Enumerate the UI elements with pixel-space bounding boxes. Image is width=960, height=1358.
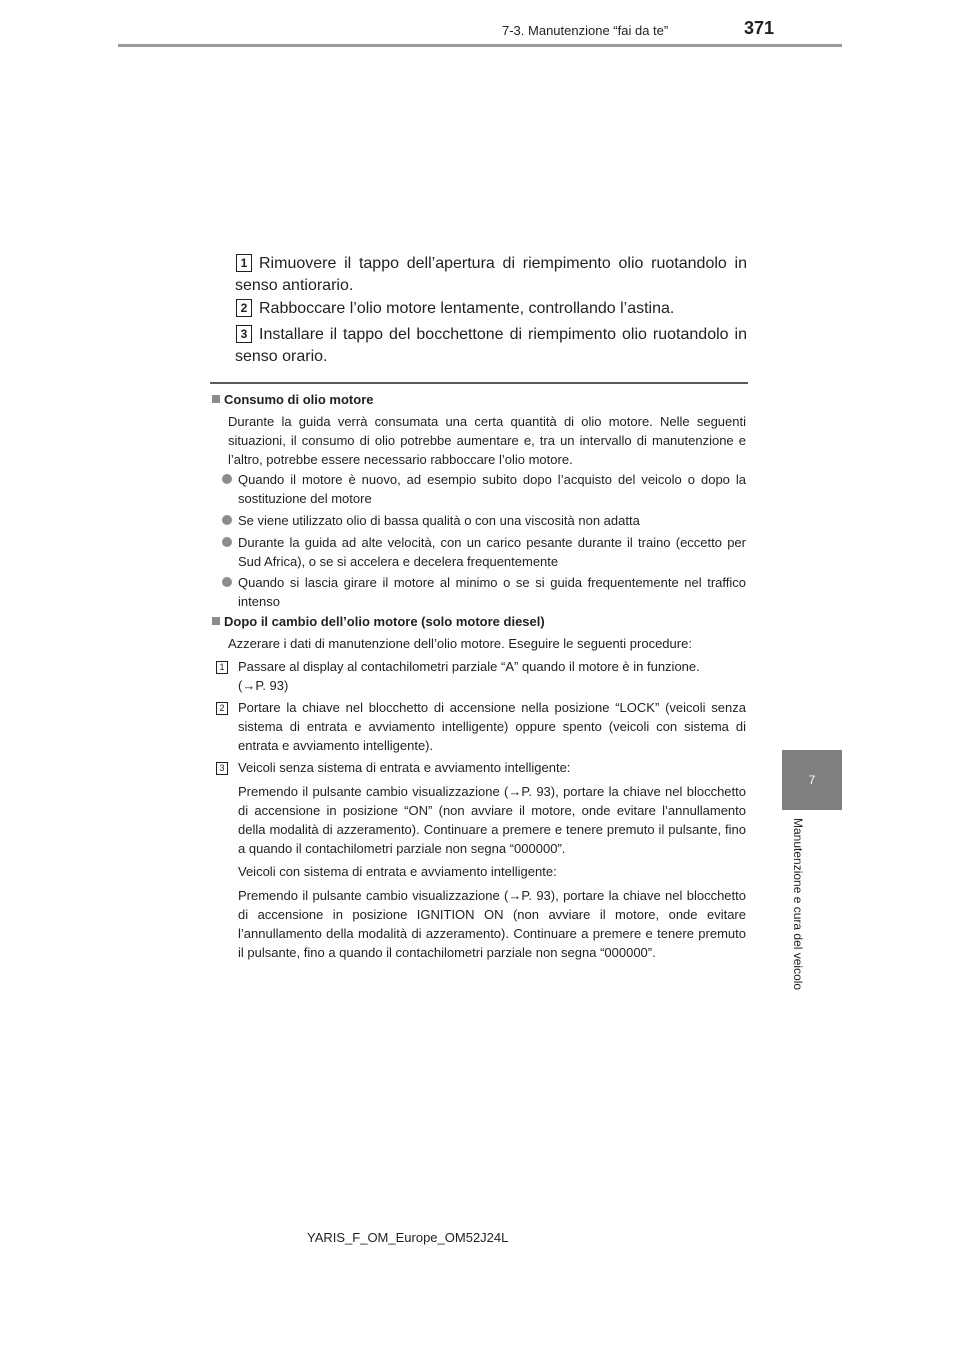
oil-change-step-3a-text: Premendo il pulsante cambio visualizzazione (→P. 93), portare la chiave nel blocchetto di accensione in posizione “ON” (non avviare il motore, onde evitare l’annullamento della modalità di azzeramento). Continuare a premere e tenere premuto il pulsante, fino a quando il contachilometri parziale non segna “000000”. [238, 784, 746, 856]
main-step-2: Rabboccare l’olio motore lentamente, controllando l’astina. [259, 300, 675, 317]
circle-bullet-icon [222, 474, 232, 484]
oil-change-step-2: Portare la chiave nel blocchetto di accensione nella posizione “LOCK” (veicoli senza sistema di entrata e avviamento intelligente) oppure spento (veicoli con sistema di entrata e avviamento intelligente). [238, 700, 746, 753]
square-bullet-icon [212, 617, 220, 625]
chapter-tab: 7 [782, 750, 842, 810]
main-step-3: Installare il tappo del bocchettone di riempimento olio ruotandolo in senso orario. [235, 326, 747, 365]
step-number-badge: 2 [236, 299, 252, 317]
page-reference: (→P. 93) [238, 678, 289, 693]
chapter-title: Manutenzione e cura del veicolo [791, 818, 805, 991]
circle-bullet-icon [222, 515, 232, 525]
consumption-heading [212, 392, 374, 407]
step-number-badge: 1 [216, 661, 228, 674]
oil-change-heading-text: Dopo il cambio dell’olio motore (solo motore diesel) [224, 614, 545, 629]
header-rule [118, 44, 842, 47]
oil-change-heading [212, 614, 545, 629]
oil-change-step-1: Passare al display al contachilometri parziale “A” quando il motore è in funzione. (→P. 93) [238, 657, 746, 695]
header-section-title: 7-3. Manutenzione “fai da te” [502, 23, 669, 38]
list-item: Quando si lascia girare il motore al minimo o se si guida frequentemente nel traffico intenso [222, 573, 746, 611]
list-item: Se viene utilizzato olio di bassa qualità o con una viscosità non adatta [222, 511, 746, 530]
oil-change-step-3b-title: Veicoli con sistema di entrata e avviamento intelligente: [238, 864, 557, 879]
circle-bullet-icon [222, 537, 232, 547]
square-bullet-icon [212, 395, 220, 403]
circle-bullet-icon [222, 577, 232, 587]
document-id: YARIS_F_OM_Europe_OM52J24L [307, 1230, 509, 1245]
consumption-intro: Durante la guida verrà consumata una certa quantità di olio motore. Nelle seguenti situazioni, il consumo di olio potrebbe aumentare e, tra un intervallo di manutenzione e l’altro, potrebbe essere necessario rabboccare l’olio motore. [228, 414, 746, 467]
step-number-badge: 3 [236, 325, 252, 343]
list-item: Quando il motore è nuovo, ad esempio subito dopo l’acquisto del veicolo o dopo la sostituzione del motore [222, 470, 746, 508]
oil-change-step-3b-text: Premendo il pulsante cambio visualizzazione (→P. 93), portare la chiave nel blocchetto di accensione in posizione IGNITION ON (non avviare il motore, onde evitare l’annullamento della modalità di azzeramento). Continuare a premere e tenere premuto il pulsante, fino a quando il contachilometri parziale non segna “000000”. [238, 888, 746, 960]
consumption-heading-text: Consumo di olio motore [224, 392, 374, 407]
oil-change-intro: Azzerare i dati di manutenzione dell’olio motore. Eseguire le seguenti procedure: [228, 636, 692, 651]
section-divider [210, 382, 748, 384]
oil-change-step-3a-title: Veicoli senza sistema di entrata e avviamento intelligente: [238, 760, 571, 775]
list-item: Durante la guida ad alte velocità, con un carico pesante durante il traino (eccetto per Sud Africa), o se si accelera e decelera frequentemente [222, 533, 746, 571]
step-number-badge: 2 [216, 702, 228, 715]
step-number-badge: 1 [236, 254, 252, 272]
step-number-badge: 3 [216, 762, 228, 775]
main-step-1: Rimuovere il tappo dell’apertura di riempimento olio ruotandolo in senso antiorario. [235, 255, 747, 294]
page-number: 371 [744, 18, 775, 38]
